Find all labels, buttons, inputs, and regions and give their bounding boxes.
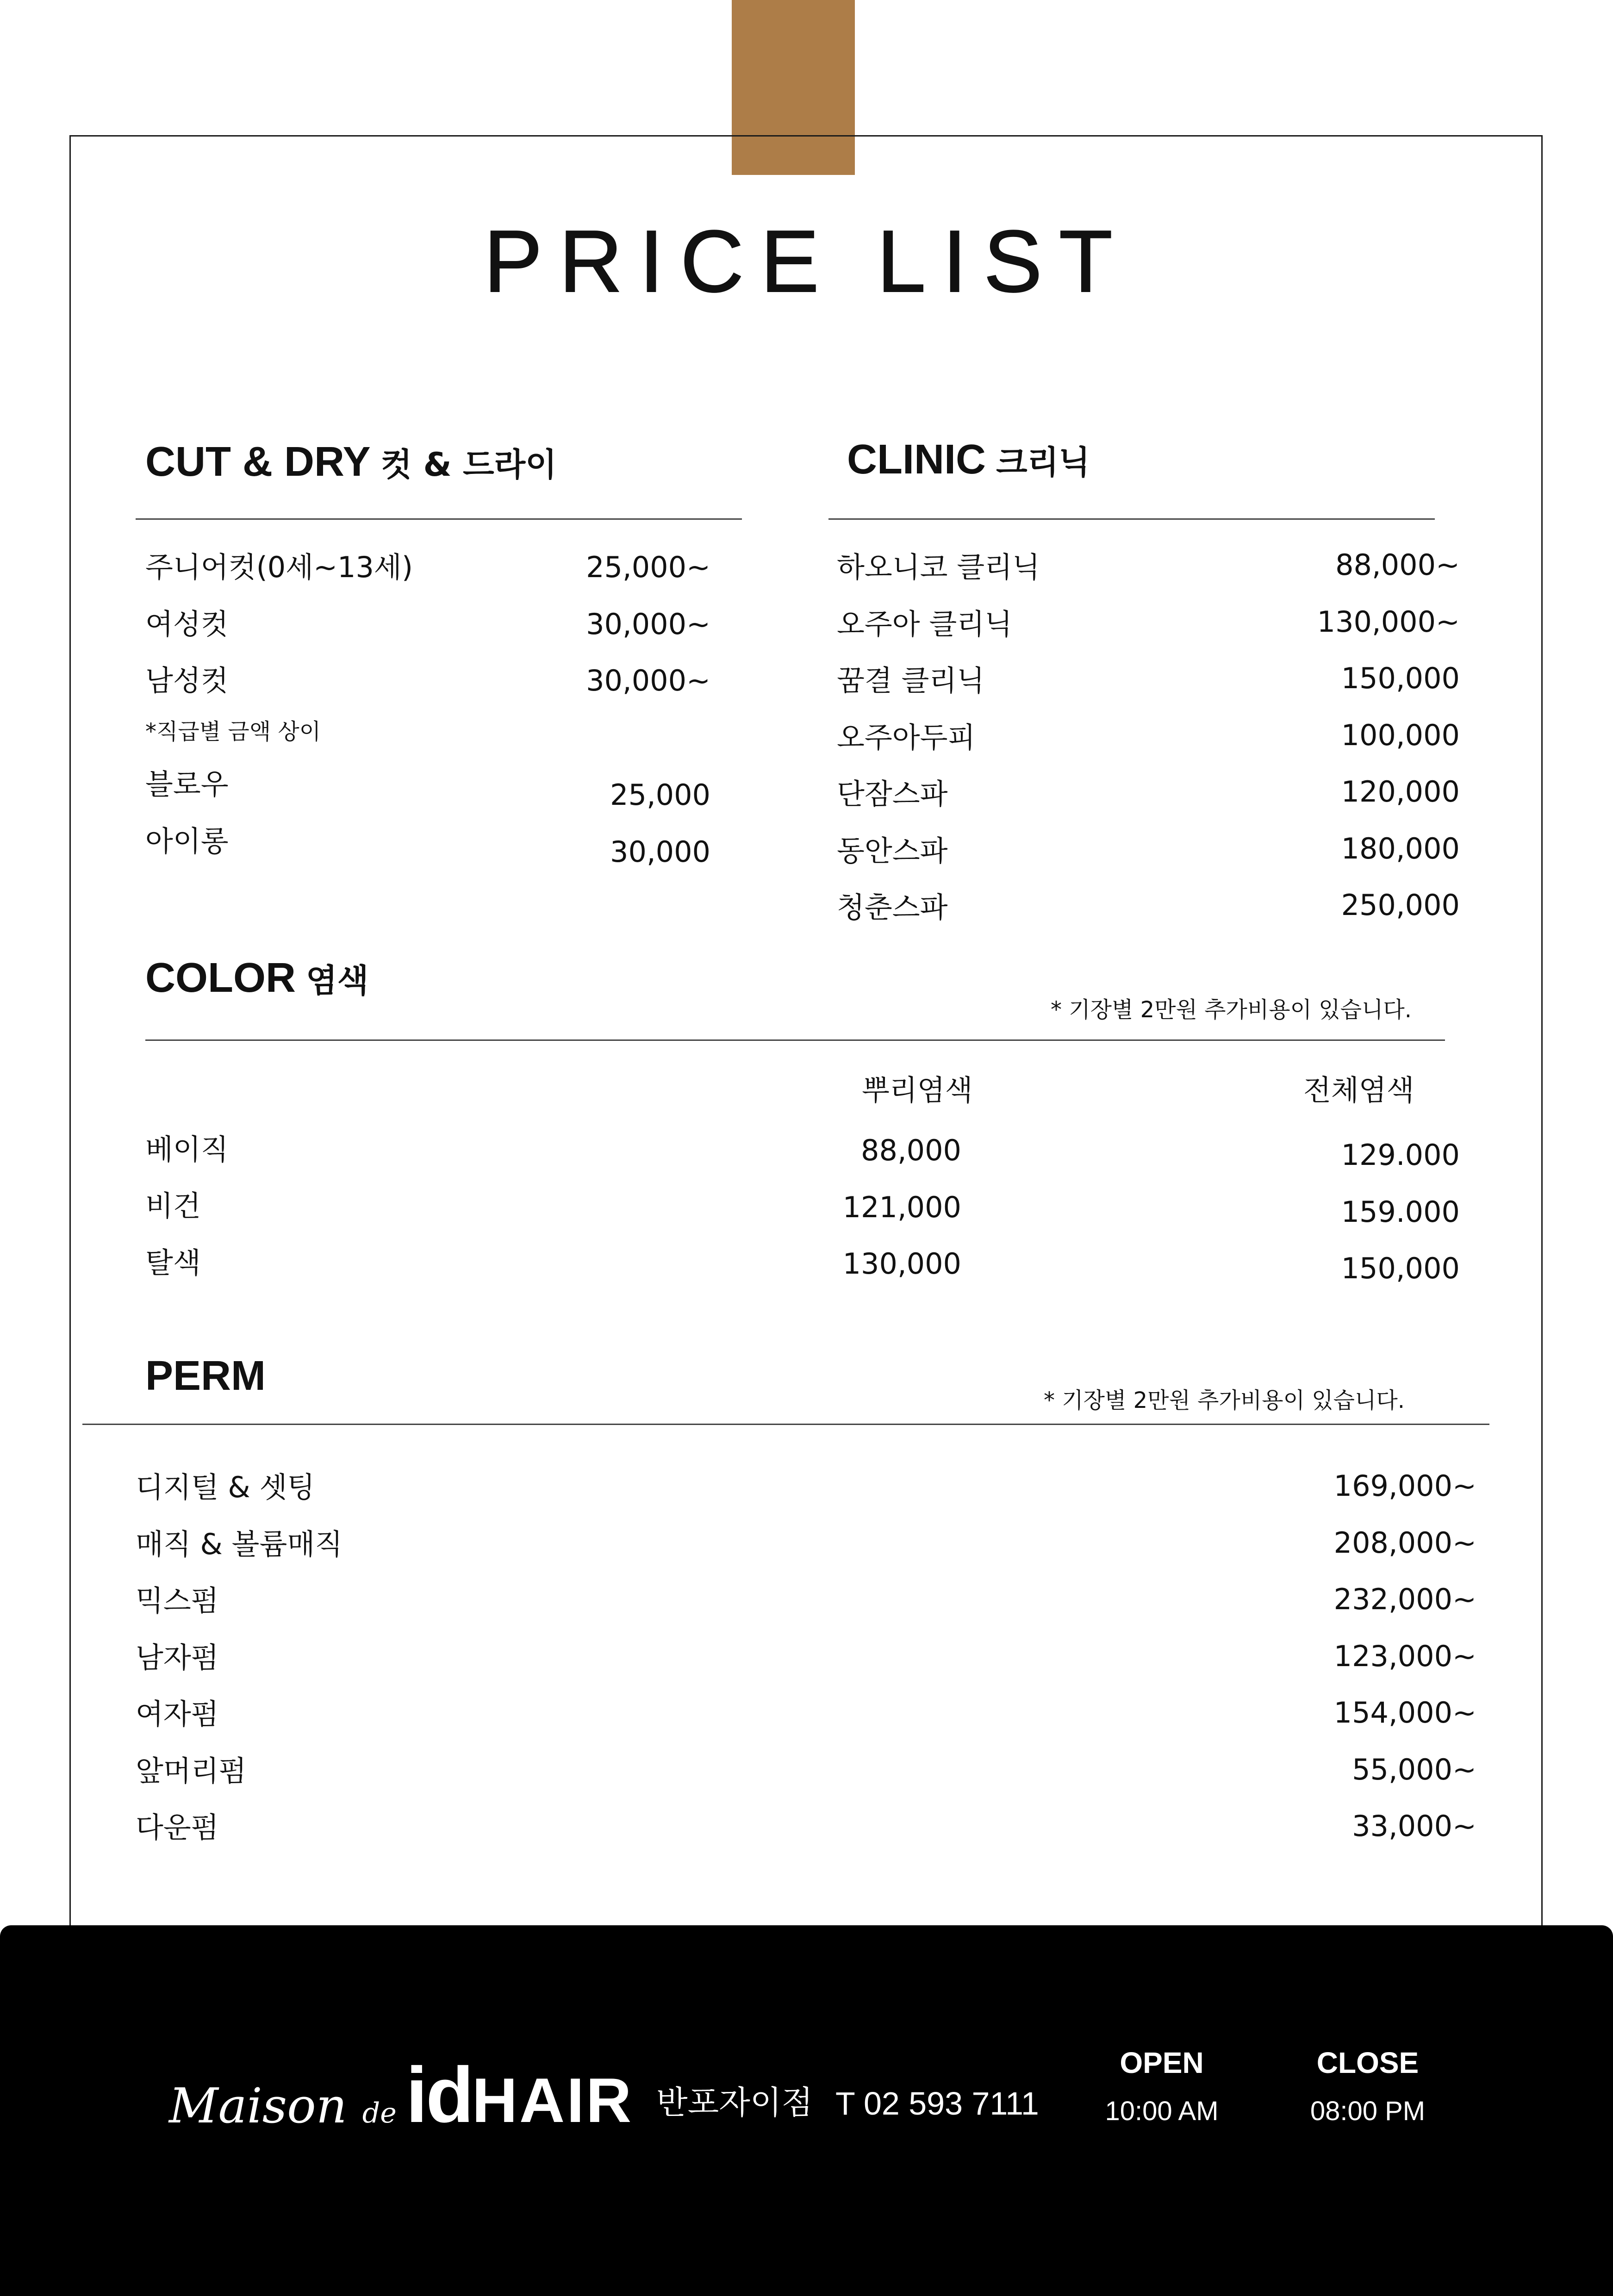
perm-item-price: 232,000~ bbox=[1333, 1582, 1476, 1616]
color-col-root: 뿌리염색 bbox=[862, 1073, 973, 1107]
clinic-item-price: 120,000 bbox=[1341, 775, 1460, 809]
brand-logo bbox=[169, 2051, 634, 2139]
color-rule bbox=[145, 1039, 1445, 1041]
close-time: 08:00 PM bbox=[1310, 2096, 1426, 2126]
price-frame bbox=[69, 135, 1543, 1986]
cut-item-name: 블로우 bbox=[145, 767, 229, 801]
cut-item-price: 30,000~ bbox=[586, 664, 710, 697]
clinic-item-name: 청춘스파 bbox=[837, 890, 948, 924]
perm-item-name: 디지털 & 셋팅 bbox=[136, 1470, 315, 1504]
close-label: CLOSE bbox=[1316, 2046, 1419, 2079]
logo-id: id bbox=[405, 2051, 472, 2139]
perm-item-name: 여자펌 bbox=[136, 1697, 219, 1731]
clinic-item-name: 동안스파 bbox=[837, 834, 948, 868]
perm-item-price: 208,000~ bbox=[1333, 1526, 1476, 1560]
clinic-item-name: 오주아두피 bbox=[837, 721, 976, 754]
cut-section-title bbox=[145, 441, 557, 483]
cut-item-name: 여성컷 bbox=[145, 607, 229, 641]
color-row-name: 베이직 bbox=[145, 1132, 229, 1166]
cut-rule bbox=[136, 518, 742, 520]
color-row-full: 150,000 bbox=[1341, 1251, 1460, 1285]
color-title-en: COLOR bbox=[145, 955, 296, 1001]
logo-maison: Maison bbox=[169, 2078, 347, 2134]
clinic-item-price: 150,000 bbox=[1341, 661, 1460, 695]
clinic-title-kr: 크리닉 bbox=[996, 443, 1090, 481]
cut-item-price: 30,000 bbox=[610, 835, 710, 869]
color-row-full: 159.000 bbox=[1341, 1195, 1460, 1229]
perm-item-name: 앞머리펌 bbox=[136, 1754, 247, 1788]
clinic-item-price: 180,000 bbox=[1341, 832, 1460, 865]
perm-item-name: 믹스펌 bbox=[136, 1584, 219, 1618]
color-section-title bbox=[145, 957, 368, 999]
color-row-full: 129.000 bbox=[1341, 1138, 1460, 1172]
clinic-section-title bbox=[847, 436, 1090, 483]
perm-item-price: 33,000~ bbox=[1352, 1809, 1476, 1843]
color-row-name: 탈색 bbox=[145, 1246, 201, 1280]
page-title: PRICE LIST bbox=[484, 212, 1129, 311]
color-row-root: 88,000 bbox=[861, 1133, 961, 1167]
clinic-item-name: 꿈결 클리닉 bbox=[837, 664, 985, 697]
open-time: 10:00 AM bbox=[1105, 2096, 1219, 2126]
footer-bar bbox=[0, 1925, 1613, 2296]
color-row-root: 121,000 bbox=[842, 1190, 961, 1224]
logo-script bbox=[169, 2078, 397, 2134]
perm-item-price: 169,000~ bbox=[1333, 1469, 1476, 1503]
cut-item-name: 남성컷 bbox=[145, 664, 229, 697]
perm-note: * 기장별 2만원 추가비용이 있습니다. bbox=[1044, 1388, 1405, 1413]
perm-item-price: 123,000~ bbox=[1333, 1639, 1476, 1673]
clinic-item-name: 단잠스파 bbox=[837, 777, 948, 811]
perm-rule bbox=[82, 1424, 1489, 1425]
clinic-item-price: 100,000 bbox=[1341, 718, 1460, 752]
perm-item-name: 매직 & 볼륨매직 bbox=[136, 1527, 343, 1561]
clinic-item-name: 오주아 클리닉 bbox=[837, 607, 1013, 641]
clinic-item-price: 130,000~ bbox=[1317, 605, 1460, 639]
perm-item-price: 55,000~ bbox=[1352, 1753, 1476, 1786]
color-row-name: 비건 bbox=[145, 1189, 201, 1223]
clinic-rule bbox=[828, 518, 1435, 520]
clinic-title-en: CLINIC bbox=[847, 436, 986, 483]
cut-item-name: 주니어컷(0세~13세) bbox=[145, 550, 413, 584]
logo-de: de bbox=[362, 2097, 397, 2129]
clinic-item-price: 250,000 bbox=[1341, 888, 1460, 922]
logo-hair: HAIR bbox=[472, 2065, 634, 2135]
color-title-kr: 염색 bbox=[305, 962, 369, 1000]
cut-item-price: 25,000~ bbox=[586, 550, 710, 584]
open-label: OPEN bbox=[1120, 2046, 1204, 2079]
clinic-item-price: 88,000~ bbox=[1335, 548, 1460, 582]
cut-title-en: CUT & DRY bbox=[145, 439, 371, 485]
cut-item-name: 아이롱 bbox=[145, 824, 229, 858]
cut-item-price: 25,000 bbox=[610, 778, 710, 812]
cut-item-price: 30,000~ bbox=[586, 607, 710, 641]
clinic-item-name: 하오니코 클리닉 bbox=[837, 550, 1040, 584]
cut-note: *직급별 금액 상이 bbox=[145, 719, 321, 745]
perm-item-price: 154,000~ bbox=[1333, 1696, 1476, 1730]
phone-number: T 02 593 7111 bbox=[835, 2085, 1039, 2122]
perm-item-name: 다운펌 bbox=[136, 1811, 219, 1844]
branch-name: 반포자이점 bbox=[656, 2084, 813, 2122]
cut-title-kr: 컷 & 드라이 bbox=[380, 446, 557, 484]
perm-section-title: PERM bbox=[145, 1353, 266, 1399]
color-row-root: 130,000 bbox=[842, 1247, 961, 1281]
perm-item-name: 남자펌 bbox=[136, 1641, 219, 1674]
color-note: * 기장별 2만원 추가비용이 있습니다. bbox=[1051, 997, 1412, 1023]
color-col-full: 전체염색 bbox=[1303, 1073, 1414, 1107]
